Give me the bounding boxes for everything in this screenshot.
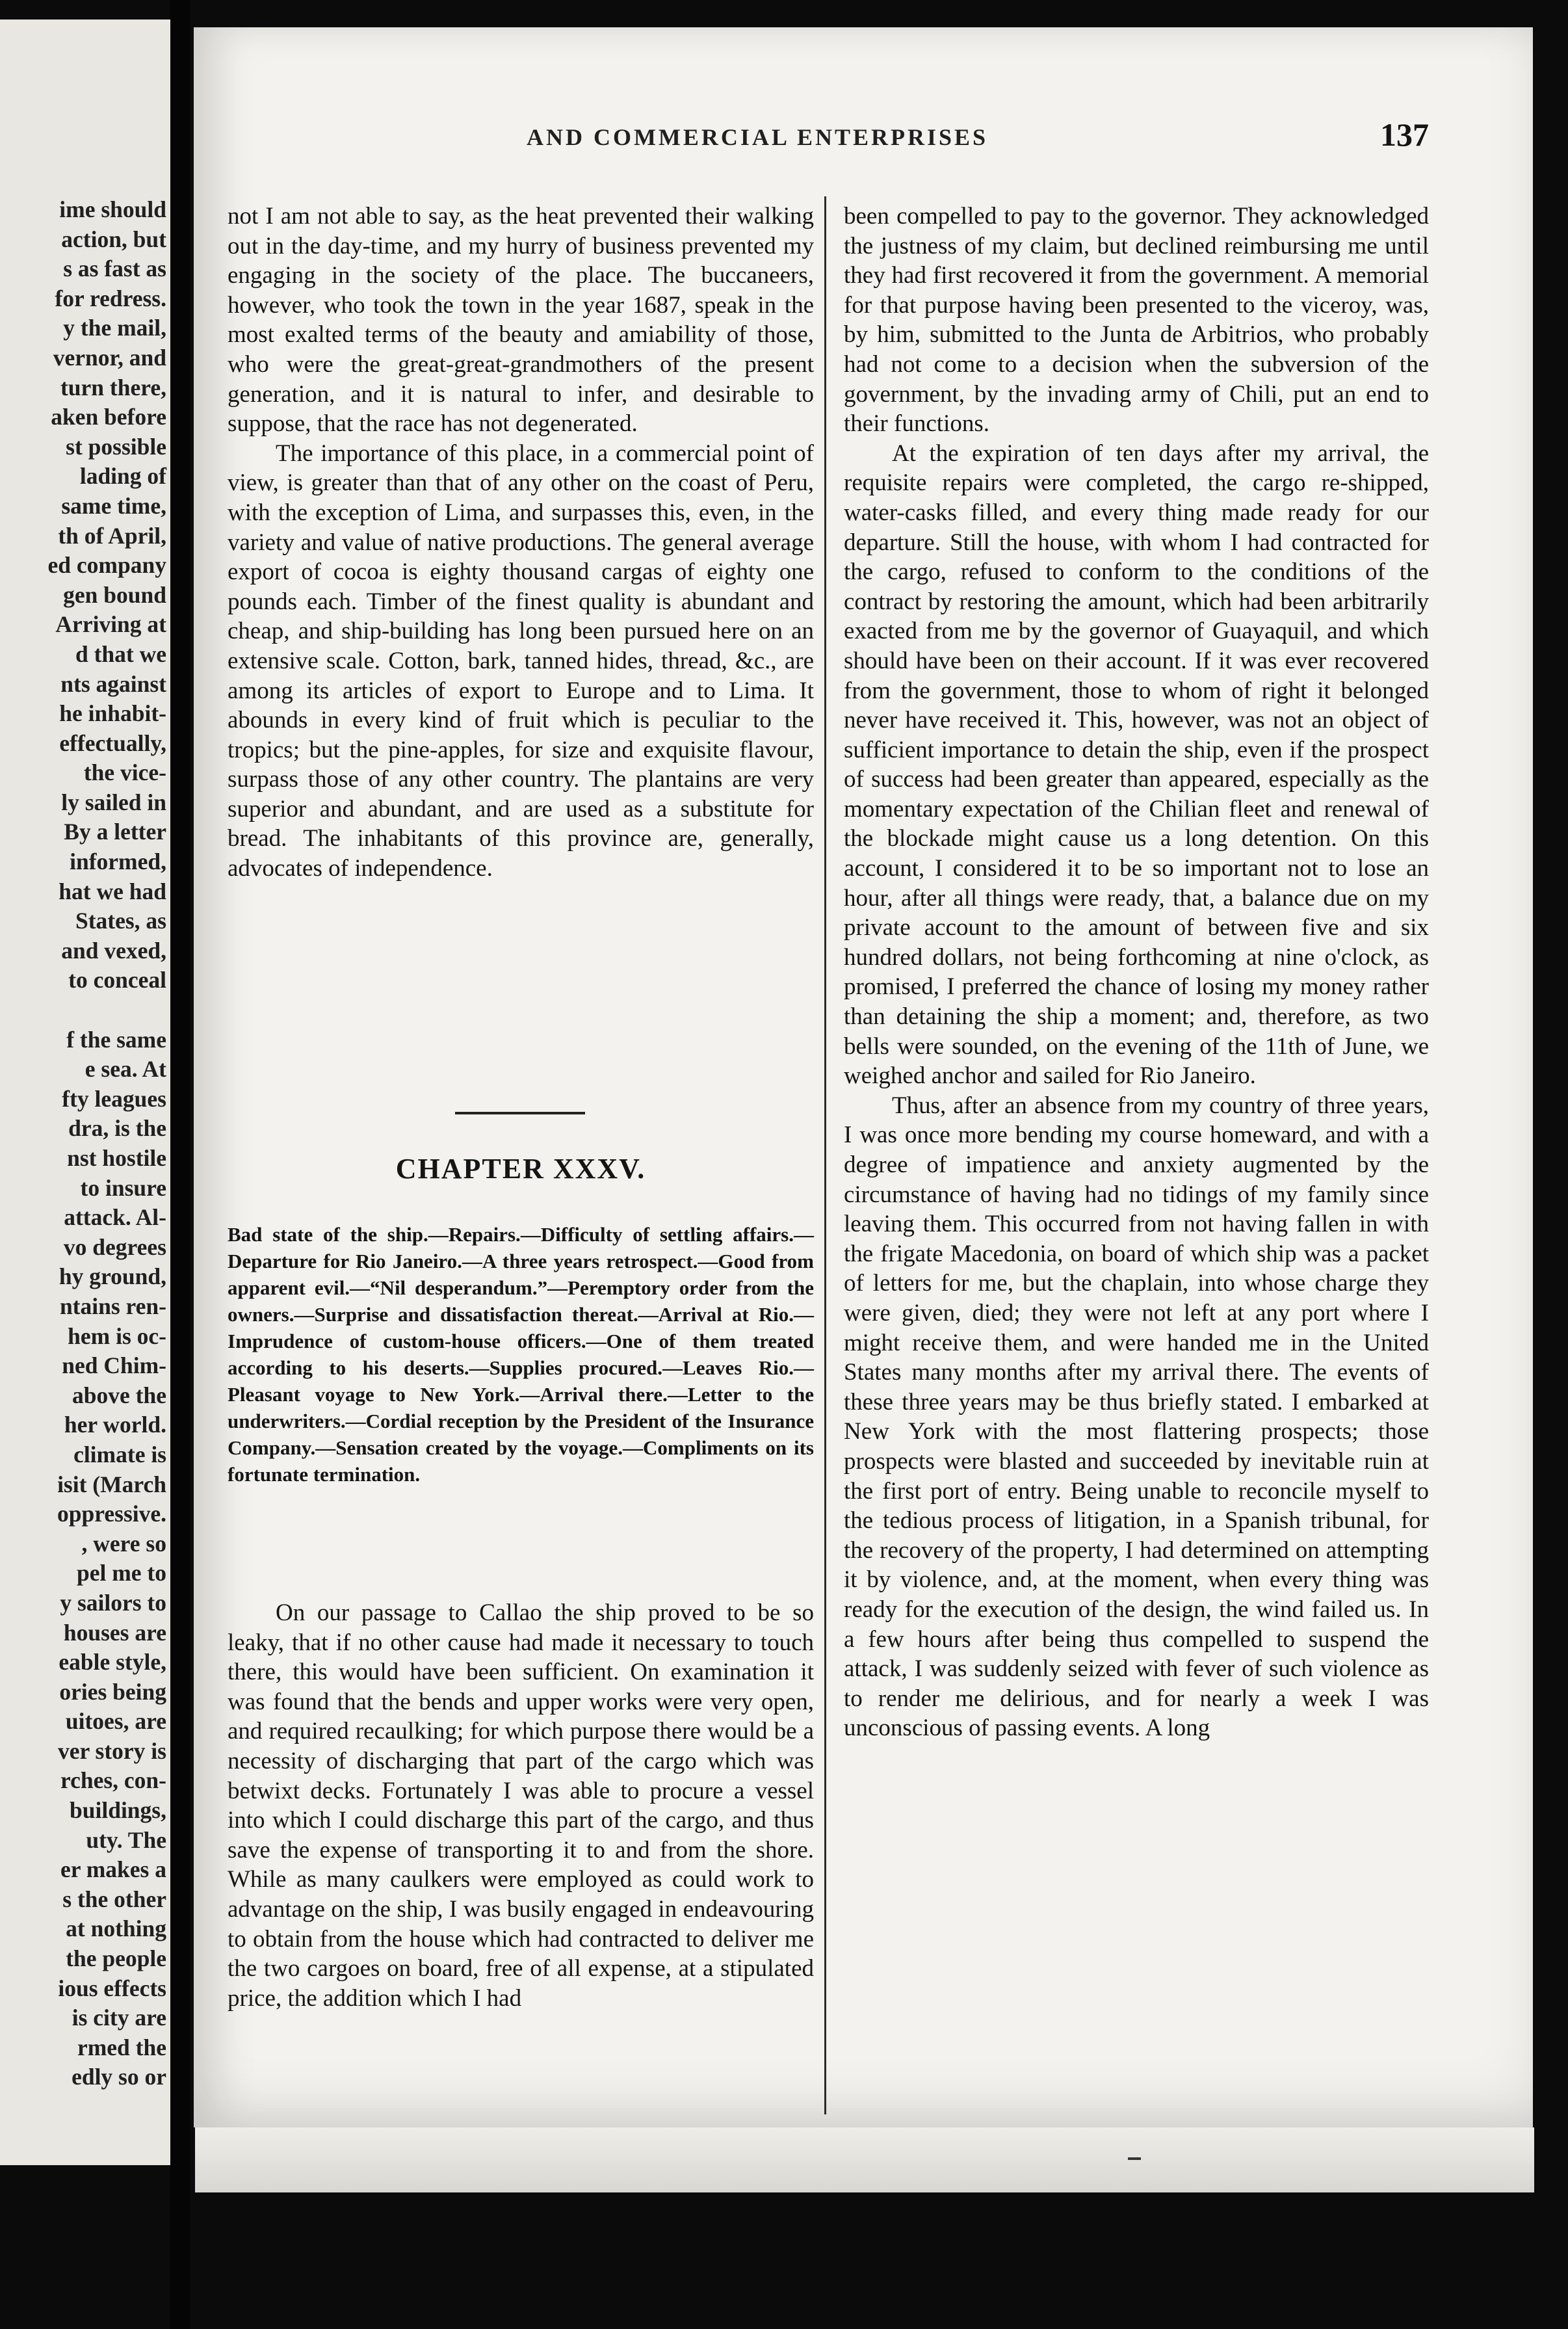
facing-page-line: informed, (70, 849, 166, 875)
facing-page-line: By a letter (64, 819, 166, 845)
facing-page-line: rmed the (77, 2034, 166, 2060)
facing-page-line: isit (March (57, 1471, 166, 1497)
facing-page-line: ious effects (58, 1975, 166, 2001)
facing-page-line: , were so (81, 1530, 166, 1557)
section-divider (455, 1112, 585, 1114)
facing-page-line: action, but (61, 226, 166, 252)
facing-page-line: ned Chim- (62, 1352, 166, 1379)
facing-page-line: for redress. (55, 285, 166, 311)
facing-page-line: the people (66, 1945, 166, 1972)
chapter-synopsis: Bad state of the ship.—Repairs.—Difficulty of settling affairs.—Departure for Rio Janeiro.—A three years retrospect.—Good from apparent evil.—“Nil desperandum.”—Peremptory order from the owners.—Surprise and dissatisfaction thereat.—Arrival at Rio.—Imprudence of custom-house officers.—One of them treated according to his deserts.—Supplies procured.—Leaves Rio.—Pleasant voyage to New York.—Arrival there.—Letter to the underwriters.—Cordial reception by the President of the Insurance Company.—Sensation created by the voyage.—Compliments on its fortunate termination. (228, 1223, 814, 1486)
facing-page-line: e sea. At (85, 1056, 166, 1083)
facing-page-line: vernor, and (53, 344, 166, 371)
facing-page-line: nst hostile (67, 1145, 166, 1171)
facing-page-line: d that we (75, 640, 166, 667)
facing-page-fragment (0, 20, 170, 2165)
facing-page-line: ver story is (58, 1737, 166, 1764)
facing-page-line: f the same (66, 1026, 166, 1053)
facing-page-line: climate is (73, 1441, 166, 1467)
facing-page-line: rches, con- (60, 1767, 166, 1794)
facing-page-line: dra, is the (68, 1115, 166, 1142)
facing-page-line: same time, (61, 492, 166, 519)
facing-page-line: hat we had (59, 878, 166, 904)
facing-page-line: States, as (75, 908, 166, 934)
paragraph-text: On our passage to Callao the ship proved to be so leaky, that if no other cause had made it necessary to touch there, this would have been sufficient. On examination it was found that the bends and upper works were very open, and required recaulking; for which purpose there would be a necessity of discharging that part of the cargo which was betwixt decks. Fortunately I was able to procure a vessel into which I could discharge this part of the cargo, and thus save the expense of transporting it to and from the shore. While as many caulkers were employed as could work to advantage on the ship, I was busily engaged in endeavouring to obtain from the house which had contracted to deliver me the two cargoes on board, free of all expense, at a stipulated price, the addition which I had (228, 1599, 814, 2012)
paragraph: At the expiration of ten days after my arrival, the requisite repairs were completed, the cargo re-shipped, water-casks filled, and every thing made ready for our departure. Still the house, with whom I had contracted for the cargo, refused to conform to the conditions of the contract by restoring the amount, which had been arbitrarily exacted from me by the governor of Guayaquil, and which should have been on their account. If it was ever recovered from the government, those to whom of right it belonged never have received it. This, however, was not an object of sufficient importance to detain the ship, even if the prospect of success had been greater than appeared, especially as the momentary expectation of the Chilian fleet and renewal of the blockade might cause us a long detention. On this account, I considered it to be so important not to lose an hour, after all things were ready, that, a balance due on my private account to the amount of between five and six hundred dollars, not being forthcoming at nine o'clock, as promised, I preferred the chance of losing my money rather than detaining the ship a moment; and, therefore, as two bells were sounded, on the evening of the 11th of June, we weighed anchor and sailed for Rio Janeiro. (844, 440, 1429, 1090)
facing-page-line: uty. The (86, 1826, 166, 1853)
facing-page-line: s the other (62, 1886, 166, 1912)
paragraph: been compelled to pay to the governor. They acknowledged the justness of my claim, but declined reimbursing me until they had first recovered it from the government. A memorial for that purpose having been presented to the viceroy, was, by him, submitted to the Junta de Arbitrios, who probably had not come to a decision when the subversion of the government, by the invading army of Chili, put an end to their functions. (844, 203, 1429, 438)
facing-page-line: to insure (80, 1174, 166, 1201)
facing-page-line: above the (72, 1382, 166, 1408)
print-mark (1128, 2157, 1141, 2160)
facing-page-line: lading of (79, 463, 166, 490)
facing-page-line: ly sailed in (61, 789, 166, 815)
running-header: AND COMMERCIAL ENTERPRISES (526, 124, 989, 150)
facing-page-line: eable style, (59, 1649, 166, 1676)
facing-page-line: ime should (59, 196, 166, 222)
facing-page-line: y the mail, (63, 315, 166, 341)
facing-page-line: gen bound (63, 581, 166, 608)
facing-page-line: edly so or (72, 2064, 166, 2090)
facing-page-line: Arriving at (55, 611, 166, 638)
facing-page-line: st possible (66, 433, 166, 460)
facing-page-line: at nothing (66, 1915, 166, 1942)
paragraph (228, 1598, 814, 2013)
paragraph: Thus, after an absence from my country of three years, I was once more bending my course homeward, and with a degree of impatience and anxiety augmented by the circumstance of having had no tidings of my family since leaving them. This occurred from not having fallen in with the frigate Macedonia, on board of which ship was a packet of letters for me, but the chaplain, into whose charge they were given, died; they were not left at any port where I might receive them, and were handed me in the United States many months after my arrival there. The events of these three years may be thus briefly stated. I embarked at New York with the most flattering prospects; those prospects were blasted and succeeded by inevitable ruin at the first port of entry. Being unable to reconcile myself to the tedious process of litigation, in a Spanish tribunal, for the recovery of the property, I had determined on attempting it by violence, and, at the moment, when every thing was ready for the execution of the design, the wind failed us. In a few hours after being thus compelled to suspend the attack, I was suddenly seized with fever of such violence as to render me delirious, and for nearly a week I was unconscious of passing events. A long (844, 1092, 1429, 1742)
facing-page-line: nts against (60, 670, 166, 697)
facing-page-line: fty leagues (62, 1085, 166, 1112)
facing-page-line: hy ground, (59, 1263, 166, 1290)
paragraph: The importance of this place, in a commercial point of view, is greater than that of any other on the coast of Peru, with the exception of Lima, and surpasses this, even, in the variety and value of native productions. The general average export of cocoa is eighty thousand cargas of eighty one pounds each. Timber of the finest quality is abundant and cheap, and ship-building has long been pursued here on an extensive scale. Cotton, bark, tanned hides, thread, &c., are among its articles of export to Europe and to Lima. It abounds in every kind of fruit which is peculiar to the tropics; but the pine-apples, for size and exquisite flavour, surpass those of any other country. The plantains are very superior and abundant, and are used as a substitute for bread. The inhabitants of this province are, generally, advocates of independence. (228, 440, 814, 882)
facing-page-line: y sailors to (60, 1589, 166, 1616)
column-rule (824, 196, 826, 2114)
facing-page-line: pel me to (76, 1560, 166, 1586)
facing-page-line: ntains ren- (59, 1293, 166, 1319)
left-text-column (228, 202, 814, 884)
facing-page-text-column (0, 195, 166, 2092)
facing-page-line: houses are (63, 1619, 166, 1646)
facing-page-line (0, 995, 166, 1025)
facing-page-line: th of April, (58, 522, 166, 549)
facing-page-line: is city are (72, 2005, 166, 2031)
facing-page-line: the vice- (83, 759, 166, 786)
facing-page-line: effectually, (59, 730, 166, 756)
facing-page-line: turn there, (60, 374, 166, 401)
facing-page-line: he inhabit- (59, 700, 166, 727)
facing-page-line: hem is oc- (68, 1322, 166, 1349)
facing-page-line: ories being (59, 1678, 166, 1705)
facing-page-line: buildings, (69, 1797, 166, 1824)
facing-page-line: attack. Al- (64, 1204, 166, 1231)
page-number: 137 (1380, 116, 1429, 153)
facing-page-line: ed company (47, 552, 166, 579)
facing-page-line: s as fast as (63, 256, 166, 282)
facing-page-line: aken before (51, 404, 166, 430)
facing-page-line: and vexed, (61, 937, 166, 964)
facing-page-line: oppressive. (57, 1501, 166, 1527)
facing-page-line: to conceal (68, 967, 166, 993)
chapter-heading: CHAPTER XXXV. (395, 1153, 646, 1185)
book-gutter (170, 0, 190, 2329)
page-bottom-edge (195, 2127, 1534, 2192)
facing-page-line: vo degrees (63, 1233, 166, 1260)
right-text-column (844, 202, 1429, 1743)
paragraph: not I am not able to say, as the heat prevented their walking out in the day-time, and my hurry of business prevented my engaging in the society of the place. The buccaneers, however, who took the town in the year 1687, speak in the most exalted terms of the beauty and amiability of those, who were the great-great-grandmothers of the present generation, and it is natural to infer, and desirable to suppose, that the race has not degenerated. (228, 203, 814, 438)
facing-page-line: uitoes, are (65, 1708, 166, 1735)
facing-page-line: her world. (64, 1412, 166, 1438)
facing-page-line: er makes a (60, 1856, 166, 1883)
